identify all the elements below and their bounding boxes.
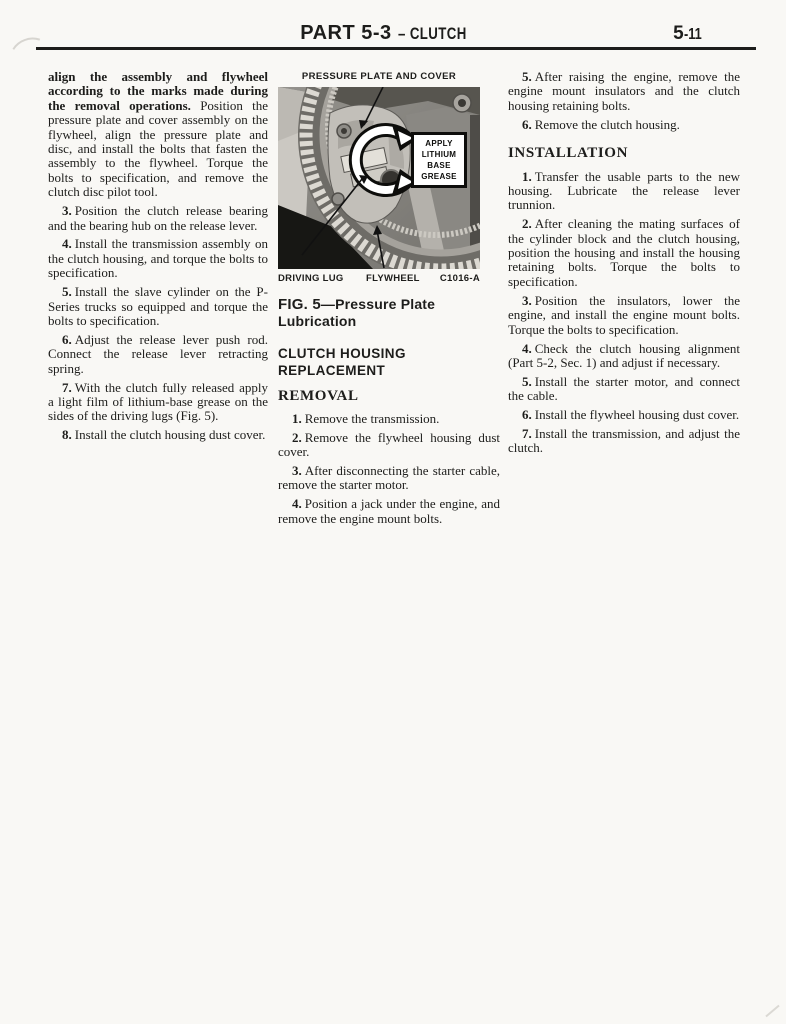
step-text: Position the clutch release bearing and the bearing hub on the release lever. xyxy=(48,203,268,233)
step xyxy=(508,118,740,132)
step-number: 2. xyxy=(292,429,302,445)
step xyxy=(508,342,740,371)
callout-line: GREASE xyxy=(421,172,457,182)
step-text: Install the slave cylinder on the P-Series trucks so equipped and torque the bolts to specification. xyxy=(48,284,268,328)
step xyxy=(508,294,740,337)
step-text: Position a jack under the engine, and remove the engine mount bolts. xyxy=(278,496,500,526)
figure-bottom-labels xyxy=(278,272,480,284)
step-text: Position the insulators, lower the engine, and install the engine mount bolts. Torque the bolts to specification. xyxy=(508,292,740,337)
subheading-removal: REMOVAL xyxy=(278,388,359,405)
step-text: Transfer the usable parts to the new housing. Lubricate the release lever trunnion. xyxy=(508,168,740,213)
page-number-part: 5 xyxy=(673,23,684,44)
step-text: Adjust the release lever push rod. Connect the release lever retracting spring. xyxy=(48,331,268,376)
step-number: 7. xyxy=(522,426,532,442)
figure-label-pressure-plate: PRESSURE PLATE AND COVER xyxy=(301,71,457,82)
subheading-installation: INSTALLATION xyxy=(508,145,629,162)
figure-photo xyxy=(278,87,480,269)
step-number: 6. xyxy=(522,116,532,132)
lead-bold-text: align the assembly and flywheel according to the marks made during the removal operations. xyxy=(48,69,268,113)
figure-label-driving-lug: DRIVING LUG xyxy=(278,273,344,285)
step-number: 1. xyxy=(522,168,532,184)
step xyxy=(508,170,740,213)
callout-apply-grease xyxy=(411,132,467,188)
step-number: 5. xyxy=(522,373,532,389)
step xyxy=(508,427,740,456)
step xyxy=(48,428,268,442)
step-number: 4. xyxy=(522,340,532,356)
step-text: Remove the clutch housing. xyxy=(534,116,680,132)
step xyxy=(508,217,740,289)
figure-caption-text: —Pressure Plate Lubrication xyxy=(278,296,436,330)
step-text: After raising the engine, remove the engine mount insulators and the clutch housing retaining bolts. xyxy=(508,69,740,113)
step xyxy=(48,237,268,280)
step-text: Check the clutch housing alignment (Part 5-2, Sec. 1) and adjust if necessary. xyxy=(508,340,740,370)
column-right xyxy=(508,70,740,460)
header-rule xyxy=(36,47,756,50)
step xyxy=(278,464,500,493)
callout-line: BASE xyxy=(427,161,451,171)
step-text: Remove the transmission. xyxy=(304,410,440,426)
lead-rest-text: Position the pressure plate and cover assembly on the flywheel, align the pressure plate and disc, and install the bolts that fasten the assembly to the flywheel. Torque the bolts to specification, and remove the clutch disc pilot tool. xyxy=(48,97,268,200)
page-title-section: – CLUTCH xyxy=(397,24,467,43)
page-number-rest: -11 xyxy=(683,26,702,43)
step-number: 3. xyxy=(62,203,72,219)
figure-caption xyxy=(278,296,448,330)
step-number: 5. xyxy=(522,69,532,84)
step xyxy=(508,375,740,404)
page-title xyxy=(0,22,786,45)
column-middle xyxy=(278,70,500,531)
step-text: Install the starter motor, and connect the cable. xyxy=(508,373,740,404)
step xyxy=(508,408,740,422)
step-text: After cleaning the mating surfaces of the cylinder block and the clutch housing, position the housing and install the housing retaining bolts. Torque the bolts to specification. xyxy=(508,216,740,289)
step-number: 4. xyxy=(292,496,302,512)
step-text: Install the flywheel housing dust cover. xyxy=(534,407,740,423)
step-text: Install the transmission assembly on the clutch housing, and torque the bolts to specification. xyxy=(48,236,268,281)
step-number: 2. xyxy=(522,216,532,232)
step xyxy=(278,431,500,460)
step xyxy=(48,204,268,233)
step-number: 3. xyxy=(292,463,302,479)
step-number: 6. xyxy=(62,331,72,347)
figure-label-flywheel: FLYWHEEL xyxy=(366,273,420,285)
step-text: With the clutch fully released apply a light film of lithium-base grease on the sides of the driving lugs (Fig. 5). xyxy=(48,379,268,424)
paragraph-continued xyxy=(48,70,268,200)
column-left xyxy=(48,70,268,447)
figure-caption-number: FIG. 5 xyxy=(278,296,321,314)
step-number: 7. xyxy=(62,379,72,395)
callout-line: APPLY xyxy=(425,139,453,149)
step xyxy=(278,412,500,426)
step-number: 3. xyxy=(522,292,532,308)
page-number xyxy=(673,23,706,45)
step xyxy=(48,285,268,328)
figure-code: C1016-A xyxy=(439,273,480,285)
step-number: 4. xyxy=(62,236,72,252)
scan-artifact-mark xyxy=(765,1005,779,1017)
page-title-part: PART 5-3 xyxy=(300,22,392,44)
step-number: 1. xyxy=(292,410,302,426)
step-number: 5. xyxy=(62,284,72,300)
step-text: After disconnecting the starter cable, remove the starter motor. xyxy=(278,463,500,493)
step xyxy=(278,497,500,526)
step-number: 8. xyxy=(62,427,72,443)
step xyxy=(508,70,740,113)
step xyxy=(48,381,268,424)
step-number: 6. xyxy=(522,407,532,423)
step-text: Remove the flywheel housing dust cover. xyxy=(278,429,500,460)
step-text: Install the transmission, and adjust the clutch. xyxy=(508,426,740,456)
section-heading-clutch-housing-replacement: CLUTCH HOUSING REPLACEMENT xyxy=(278,346,406,378)
callout-line: LITHIUM xyxy=(421,150,457,160)
step xyxy=(48,333,268,376)
step-text: Install the clutch housing dust cover. xyxy=(74,427,266,443)
